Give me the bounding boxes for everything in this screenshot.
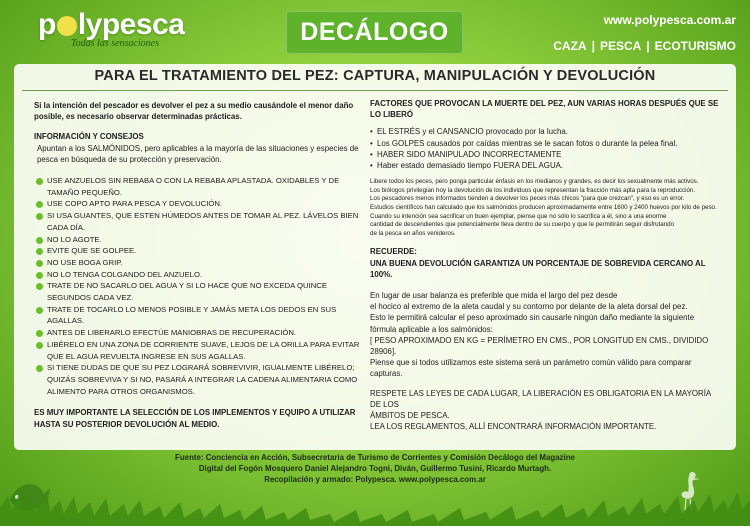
advice-item: NO LO TENGA COLGANDO DEL ANZUELO.	[34, 269, 369, 281]
advice-item: SI TIENE DUDAS DE QUE SU PEZ LOGRARÁ SOBREVIVIR, IGUALMENTE LIBÉRELO; QUIZÁS SOBREVIVA Y SI NO, PASARÁ A INTEGRAR LA CADENA ALIMENTARIA COMO ALIMENTO PARA OTROS ORGANISMOS.	[34, 362, 369, 397]
factor-item: • EL ESTRÉS y el CANSANCIO provocado por la lucha.	[370, 126, 720, 137]
fine-print-line: Los biólogos privilegian hoy la devolución de los individuos que representan la fracción más apta para la reproducción.	[370, 186, 696, 194]
page-title: DECÁLOGO	[300, 18, 449, 46]
polypesca-logo[interactable]	[38, 10, 184, 49]
fine-print	[370, 178, 720, 238]
advice-item: TRATE DE TOCARLO LO MENOS POSIBLE Y JAMÁS META LOS DEDOS EN SUS AGALLAS.	[34, 304, 369, 327]
intro-text: Si la intención del pescador es devolver el pez a su medio causándole el menor daño posible, es necesario observar determinadas prácticas.	[34, 101, 354, 122]
factors-list	[370, 126, 720, 171]
advice-item: NO USE BOGA GRIP.	[34, 257, 369, 269]
nav-separator: |	[591, 39, 595, 53]
decalogo-title-box	[286, 11, 463, 54]
advice-item: ANTES DE LIBERARLO EFECTÚE MANIOBRAS DE RECUPERACIÓN.	[34, 327, 369, 339]
content-panel	[14, 64, 736, 450]
category-nav	[553, 39, 736, 53]
header	[0, 0, 750, 62]
fine-print-line: Libere todos los peces, pero ponga particular énfasis en los medianos y grandes, es decir los sexualmente más activos.	[370, 178, 699, 186]
nav-pesca[interactable]: PESCA	[599, 39, 642, 53]
advice-item: SI USA GUANTES, QUE ESTEN HÚMEDOS ANTES DE TOMAR AL PEZ. LÁVELOS BIEN CADA DÍA.	[34, 210, 369, 233]
advice-list	[34, 175, 369, 397]
info-text: Apuntan a los SALMÓNIDOS, pero aplicables a la mayoría de las situaciones y especies de pesca en búsqueda de su protección y preservación.	[37, 143, 359, 164]
advice-item: NO LO AGOTE.	[34, 234, 369, 246]
site-url[interactable]: www.polypesca.com.ar	[603, 13, 736, 27]
balanza-line: En lugar de usar balanza es preferible que mida el largo del pez desde	[370, 290, 618, 300]
factor-item: • Los GOLPES causados por caídas mientras se le sacan fotos o durante la pelea final.	[370, 138, 720, 149]
fine-print-line: Los pescadores menos informados tienden a devolver los peces más chicos "para que crezcan", y eso es un error.	[370, 195, 685, 203]
respete-line: RESPETE LAS LEYES DE CADA LUGAR, LA LIBERACIÓN ES OBLIGATORIA EN LA MAYORÍA DE LOS	[370, 388, 711, 409]
info-heading: INFORMACIÓN Y CONSEJOS	[34, 132, 144, 142]
title-divider	[22, 90, 728, 91]
footer-line: Digital del Fogón Mosquero Daniel Alejandro Togni, Diván, Guillermo Tusini, Ricardo Murtagh.	[198, 464, 552, 474]
nav-ecoturismo[interactable]: ECOTURISMO	[654, 39, 736, 53]
outro-text: ES MUY IMPORTANTE LA SELECCIÓN DE LOS IMPLEMENTOS Y EQUIPO A UTILIZAR HASTA SU POSTERIOR DEVOLUCIÓN AL MEDIO.	[34, 408, 356, 429]
left-column	[34, 100, 369, 430]
formula-line: [ PESO APROXIMADO EN KG = PERÍMETRO EN CMS., POR LONGITUD EN CMS., DIVIDIDO 28906].	[370, 335, 709, 356]
factors-heading: FACTORES QUE PROVOCAN LA MUERTE DEL PEZ, AUN VARIAS HORAS DESPUÉS QUE SE LO LIBERÓ	[370, 99, 719, 120]
right-column	[370, 98, 720, 432]
fine-print-line: de la pesca en años venideros.	[370, 229, 456, 237]
respete-line: ÁMBITOS DE PESCA.	[370, 411, 450, 421]
respete-line: LEA LOS REGLAMENTOS, ALLÍ ENCONTRARÁ INFORMACIÓN IMPORTANTE.	[370, 422, 657, 432]
respete-paragraph	[370, 388, 720, 433]
logo-tagline: Todas las sensaciones	[71, 38, 159, 49]
nav-caza[interactable]: CAZA	[553, 39, 587, 53]
advice-item: LIBÉRELO EN UNA ZONA DE CORRIENTE SUAVE, LEJOS DE LA ORILLA PARA EVITAR QUE EL AGUA REVUELTA INGRESE EN SUS AGALLAS.	[34, 339, 369, 362]
advice-item: USE COPO APTO PARA PESCA Y DEVOLUCIÓN.	[34, 198, 369, 210]
logo-o-mark	[57, 16, 77, 36]
advice-item: TRATE DE NO SACARLO DEL AGUA Y SI LO HACE QUE NO EXCEDA QUINCE SEGUNDOS CADA VEZ.	[34, 280, 369, 303]
advice-item: EVITE QUE SE GOLPEE.	[34, 245, 369, 257]
recuerde-text: UNA BUENA DEVOLUCIÓN GARANTIZA UN PORCENTAJE DE SOBREVIDA CERCANO AL 100%.	[370, 258, 706, 279]
recuerde-label: RECUERDE:	[370, 247, 417, 257]
fine-print-line: cantidad de descendientes que potencialmente lleva dentro de su cuerpo y que le permitirán seguir disfrutando	[370, 221, 675, 229]
recuerde-block	[370, 246, 720, 280]
grass-decoration	[0, 486, 750, 526]
fine-print-line: Estudios científicos han calculado que los salmónidos producen aproximadamente entre 1600 y 2400 huevos por kilo de peso.	[370, 204, 717, 211]
logo-wordmark: p lypesca	[38, 8, 185, 41]
source-footer	[0, 452, 750, 486]
balanza-paragraph	[370, 290, 720, 380]
footer-line: Recopilación y armado: Polypesca. www.polypesca.com.ar	[264, 475, 486, 485]
nav-separator: |	[646, 39, 650, 53]
balanza-line: fórmula aplicable a los salmónidos:	[370, 324, 493, 334]
factor-item: • Haber estado demasiado tiempo FUERA DEL AGUA.	[370, 160, 720, 171]
balanza-line: Piense que si todos utilizamos este sistema será un parámetro común válido para comparar capturas.	[370, 358, 692, 379]
footer-line: Fuente: Conciencia en Acción, Subsecretaria de Turismo de Corrientes y Comisión Decálogo del Magazine	[175, 453, 575, 462]
advice-item: USE ANZUELOS SIN REBABA O CON LA REBABA APLASTADA. OXIDABLES Y DE TAMAÑO PEQUEÑO.	[34, 175, 369, 198]
main-title: PARA EL TRATAMIENTO DEL PEZ: CAPTURA, MANIPULACIÓN Y DEVOLUCIÓN	[94, 68, 656, 84]
balanza-line: Esto le permitirá calcular el peso aproximado sin causarle ningún daño mediante la siguiente	[370, 313, 695, 323]
factor-item: • HABER SIDO MANIPULADO INCORRECTAMENTE	[370, 149, 720, 160]
fine-print-line: Cuando su intención sea sacrificar un buen ejemplar, piense que no sólo lo sacrifica a él, sino a una enorme	[370, 212, 667, 220]
balanza-line: el hocico al extremo de la aleta caudal y su contorno por delante de la aleta dorsal del pez.	[370, 302, 688, 312]
